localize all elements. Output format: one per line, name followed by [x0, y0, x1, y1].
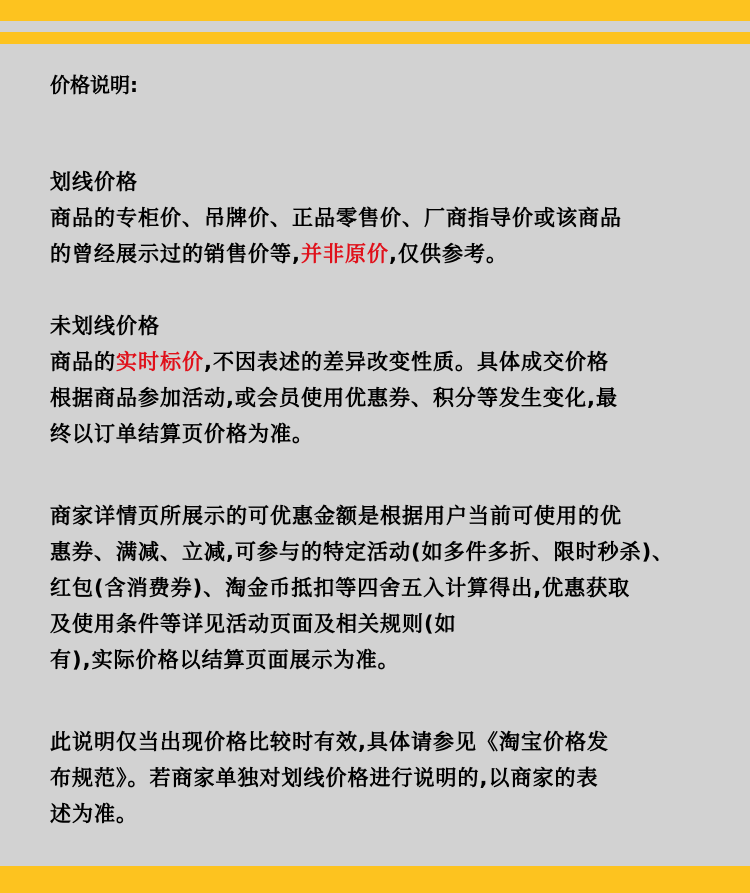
discount-note-section — [50, 498, 710, 678]
unstruck-price-text-line: 终以订单结算页价格为准。 — [50, 422, 314, 446]
unstruck-price-text-line: 根据商品参加活动,或会员使用优惠券、积分等发生变化,最 — [50, 386, 618, 410]
discount-note-line: 有),实际价格以结算页面展示为准。 — [50, 648, 400, 672]
realtime-price-highlight: 实时标价 — [116, 350, 204, 374]
discount-note-line: 及使用条件等详见活动页面及相关规则(如 — [50, 612, 457, 636]
text: ,不因表述的差异改变性质。具体成交价格 — [204, 350, 609, 374]
discount-note-line: 红包(含消费券)、淘金币抵扣等四舍五入计算得出,优惠获取 — [50, 576, 631, 600]
scope-note-line: 述为准。 — [50, 802, 138, 826]
price-explanation — [50, 68, 710, 832]
scope-note-section — [50, 724, 710, 832]
scope-note-line: 此说明仅当出现价格比较时有效,具体请参见《淘宝价格发 — [50, 730, 609, 754]
text: ,仅供参考。 — [388, 242, 508, 266]
strike-price-text-line: 商品的专柜价、吊牌价、正品零售价、厂商指导价或该商品 — [50, 206, 622, 230]
text: 的曾经展示过的销售价等, — [50, 242, 301, 266]
strike-price-heading: 划线价格 — [50, 170, 138, 194]
strike-price-text-line — [50, 236, 710, 272]
strike-price-section — [50, 164, 710, 272]
scope-note-line: 布规范》。若商家单独对划线价格进行说明的,以商家的表 — [50, 766, 599, 790]
page-title: 价格说明: — [50, 73, 138, 97]
text: 商品的 — [50, 350, 116, 374]
top-yellow-stripe — [0, 32, 750, 44]
unstruck-price-text-line — [50, 344, 710, 380]
not-original-price-highlight: 并非原价 — [300, 242, 389, 266]
discount-note-line: 惠券、满减、立减,可参与的特定活动(如多件多折、限时秒杀)、 — [50, 540, 675, 564]
top-yellow-band — [0, 0, 750, 21]
unstruck-price-section — [50, 308, 710, 452]
unstruck-price-heading: 未划线价格 — [50, 314, 160, 338]
bottom-yellow-band — [0, 866, 750, 893]
discount-note-line: 商家详情页所展示的可优惠金额是根据用户当前可使用的优 — [50, 504, 622, 528]
